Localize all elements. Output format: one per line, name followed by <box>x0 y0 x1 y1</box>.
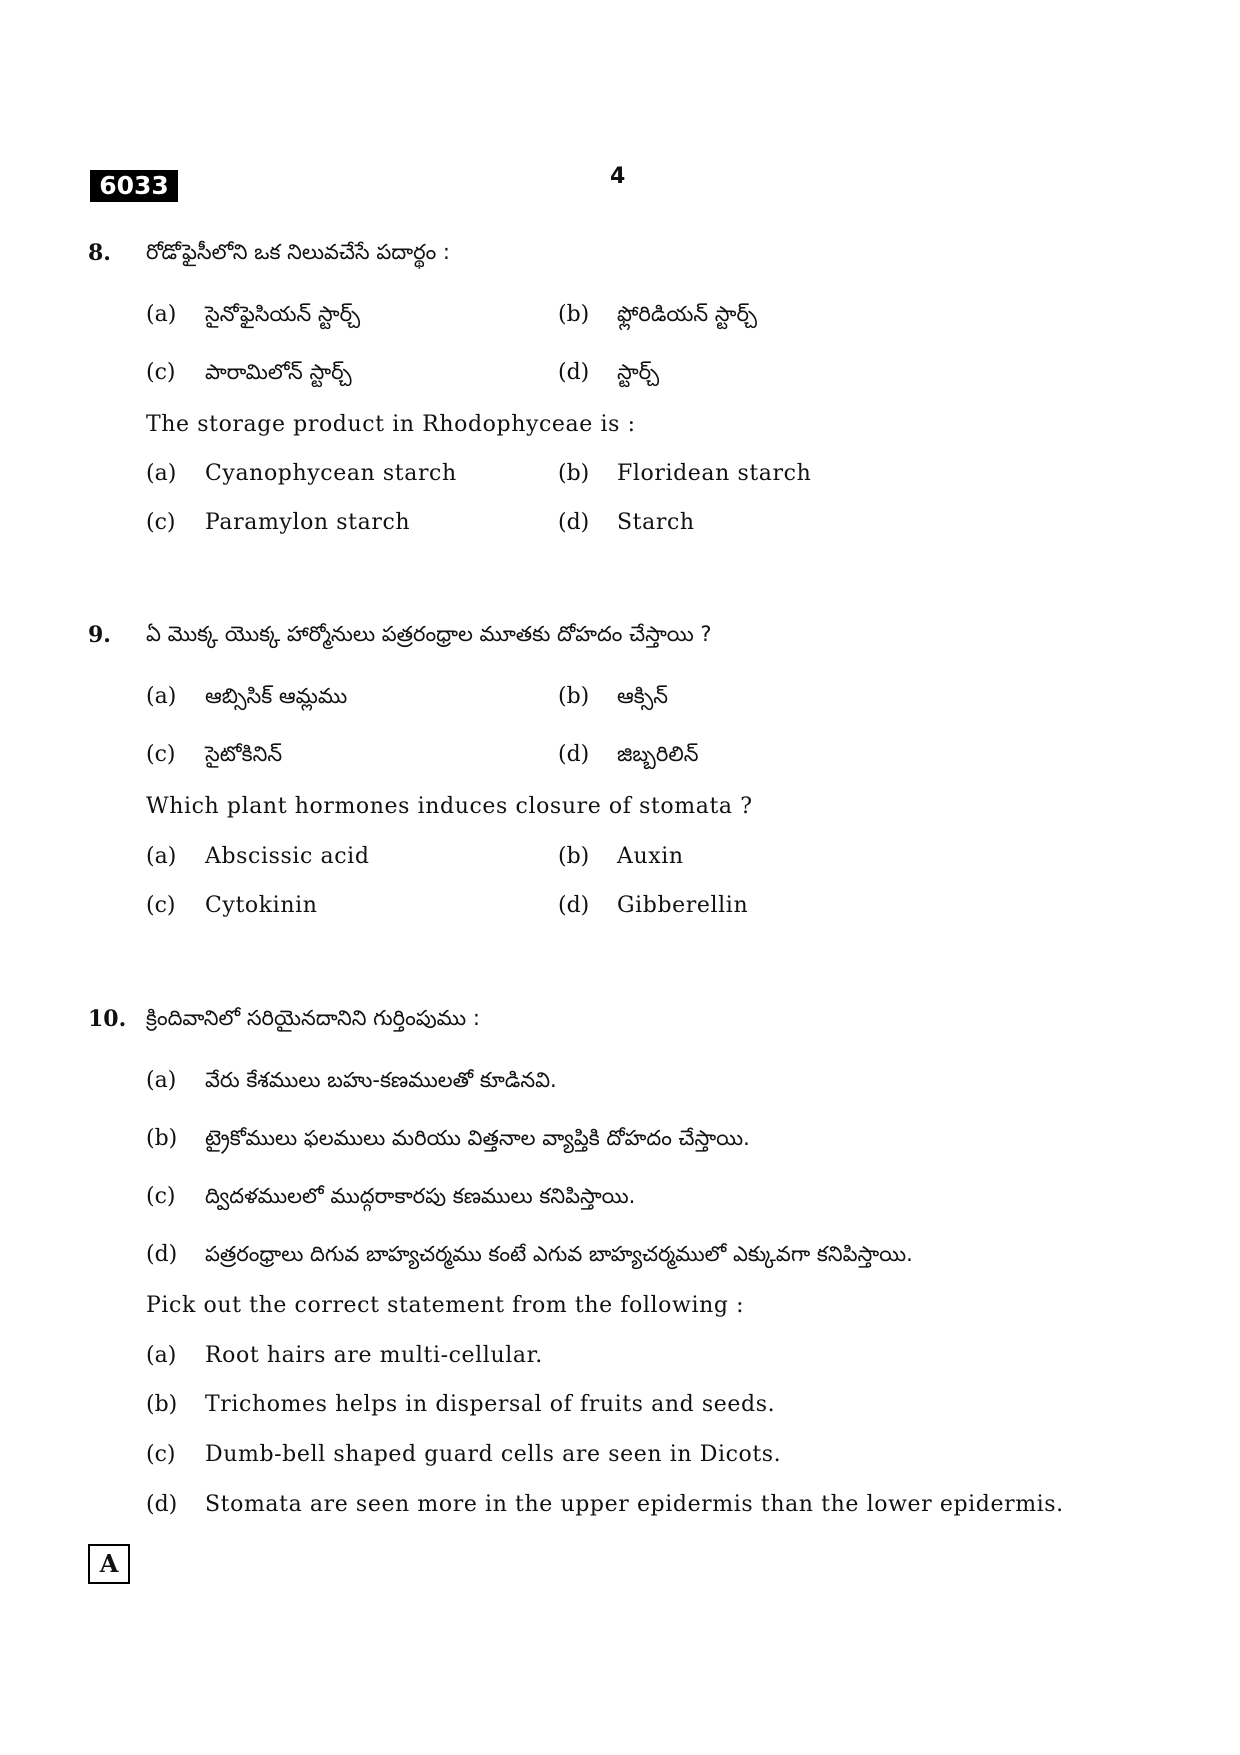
option-a-english: Abscissic acid <box>205 844 370 869</box>
option-label: (a) <box>146 844 177 869</box>
option-label: (a) <box>146 1343 177 1368</box>
option-label: (b) <box>558 302 590 327</box>
option-c-telugu: పారామిలోన్ స్టార్చ్ <box>205 360 352 384</box>
option-label: (c) <box>146 510 176 535</box>
option-a-english: Root hairs are multi-cellular. <box>205 1343 543 1368</box>
question-text-english: The storage product in Rhodophyceae is : <box>146 412 636 437</box>
option-b-telugu: ట్రైకోములు ఫలములు మరియు విత్తనాల వ్యాప్తికి దోహదం చేస్తాయి. <box>205 1126 750 1150</box>
option-d-telugu: పత్రరంధ్రాలు దిగువ బాహ్యచర్మము కంటే ఎగువ బాహ్యచర్మములో ఎక్కువగా కనిపిస్తాయి. <box>205 1242 913 1266</box>
option-label: (b) <box>558 844 590 869</box>
page-number: 4 <box>610 164 626 189</box>
option-d-english: Gibberellin <box>617 893 749 918</box>
question-set-box: A <box>88 1544 130 1584</box>
option-b-english: Auxin <box>617 844 684 869</box>
option-label: (d) <box>558 510 590 535</box>
question-number: 8. <box>88 240 111 266</box>
option-label: (d) <box>558 360 590 385</box>
question-text-english: Pick out the correct statement from the following : <box>146 1293 745 1318</box>
option-label: (d) <box>558 742 590 767</box>
option-b-telugu: ఆక్సిన్ <box>617 684 668 708</box>
option-a-telugu: సైనోఫైసియన్ స్టార్చ్ <box>205 302 361 326</box>
option-label: (a) <box>146 684 177 709</box>
option-label: (a) <box>146 302 177 327</box>
option-b-telugu: ఫ్లోరిడియన్ స్టార్చ్ <box>617 302 758 326</box>
option-a-telugu: వేరు కేశములు బహు-కణములతో కూడినవి. <box>205 1068 557 1092</box>
option-c-telugu: ద్విదళములలో ముద్గరాకారపు కణములు కనిపిస్తాయి. <box>205 1184 636 1208</box>
option-label: (c) <box>146 742 176 767</box>
question-number: 9. <box>88 622 111 648</box>
option-d-english: Stomata are seen more in the upper epidermis than the lower epidermis. <box>205 1492 1064 1517</box>
paper-code-badge: 6033 <box>90 170 178 202</box>
option-label: (c) <box>146 1184 176 1209</box>
question-text-telugu: క్రిందివానిలో సరియైనదానిని గుర్తింపుము : <box>146 1006 480 1030</box>
option-c-telugu: సైటోకినిన్ <box>205 742 283 766</box>
option-label: (c) <box>146 360 176 385</box>
option-label: (b) <box>558 684 590 709</box>
option-b-english: Floridean starch <box>617 461 812 486</box>
question-text-telugu: ఏ మొక్క యొక్క హార్మోనులు పత్రరంధ్రాల మూతకు దోహదం చేస్తాయి ? <box>146 622 712 646</box>
option-label: (c) <box>146 1442 176 1467</box>
question-text-english: Which plant hormones induces closure of stomata ? <box>146 794 753 819</box>
option-label: (b) <box>558 461 590 486</box>
option-label: (a) <box>146 1068 177 1093</box>
option-a-telugu: ఆబ్సిసిక్ ఆమ్లము <box>205 684 348 708</box>
option-label: (c) <box>146 893 176 918</box>
option-c-english: Cytokinin <box>205 893 318 918</box>
option-label: (d) <box>558 893 590 918</box>
option-label: (b) <box>146 1126 178 1151</box>
question-text-telugu: రోడోఫైసీలోని ఒక నిలువచేసే పదార్థం : <box>146 240 450 264</box>
option-label: (d) <box>146 1492 178 1517</box>
option-label: (a) <box>146 461 177 486</box>
option-label: (b) <box>146 1392 178 1417</box>
option-b-english: Trichomes helps in dispersal of fruits and seeds. <box>205 1392 776 1417</box>
option-a-english: Cyanophycean starch <box>205 461 457 486</box>
question-number: 10. <box>88 1006 127 1032</box>
option-label: (d) <box>146 1242 178 1267</box>
option-d-english: Starch <box>617 510 695 535</box>
option-d-telugu: స్టార్చ్ <box>617 360 660 384</box>
option-c-english: Paramylon starch <box>205 510 411 535</box>
option-d-telugu: జిబ్బరిలిన్ <box>617 742 699 766</box>
option-c-english: Dumb-bell shaped guard cells are seen in Dicots. <box>205 1442 782 1467</box>
